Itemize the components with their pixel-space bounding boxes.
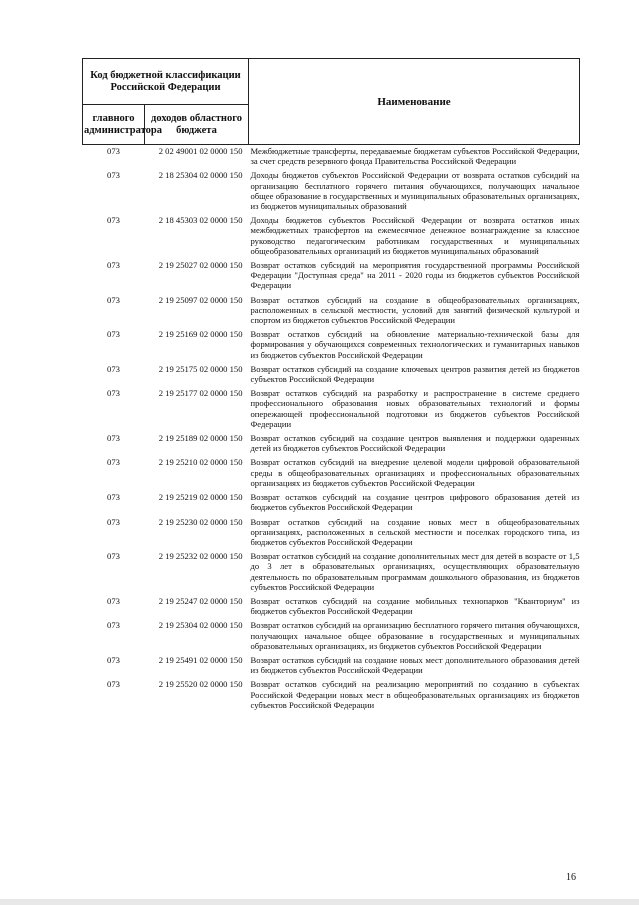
table-row xyxy=(83,214,580,259)
row-name: Доходы бюджетов субъектов Российской Федерации от возврата остатков иных межбюджетных трансфертов на ежемесячное денежное вознаграждение за классное руководство педагогическим работникам государственных и муниципальных общеобразовательных организаций из бюджетов муниципальных образований xyxy=(250,215,580,256)
header-admin: главного администратора xyxy=(83,105,145,145)
admin-code: 073 xyxy=(107,516,120,527)
table-row xyxy=(83,169,580,214)
row-name: Возврат остатков субсидий на обновление материально-технической базы для формирования у обучающихся современных технологических и гуманитарных навыков из бюджетов субъектов Российской Федерации xyxy=(250,329,580,360)
table-row xyxy=(83,328,580,363)
header-group: Код бюджетной классификации Российской Федерации xyxy=(83,59,249,105)
admin-code: 073 xyxy=(107,146,120,156)
budget-code: 2 19 25491 02 0000 150 xyxy=(158,654,243,665)
row-name: Межбюджетные трансферты, передаваемые бюджетам субъектов Российской Федерации, за счет средств резервного фонда Правительства Российской Федерации xyxy=(250,146,580,167)
admin-code: 073 xyxy=(107,170,120,181)
admin-code: 073 xyxy=(107,492,120,503)
table-body xyxy=(83,145,580,713)
budget-code: 2 19 25169 02 0000 150 xyxy=(158,329,243,340)
admin-code: 073 xyxy=(107,679,120,690)
budget-code: 2 19 25097 02 0000 150 xyxy=(158,294,243,305)
admin-code: 073 xyxy=(107,457,120,468)
row-name: Возврат остатков субсидий на создание ключевых центров развития детей из бюджетов субъектов Российской Федерации xyxy=(250,363,580,385)
budget-code: 2 19 25230 02 0000 150 xyxy=(158,516,243,527)
budget-code: 2 19 25247 02 0000 150 xyxy=(158,595,243,606)
budget-code: 2 02 49001 02 0000 150 xyxy=(158,146,243,156)
budget-code: 2 19 25520 02 0000 150 xyxy=(158,679,243,690)
row-name: Возврат остатков субсидий на создание в общеобразовательных организациях, расположенных в сельской местности, условий для занятий физической культурой и спортом из бюджетов субъектов Российской Федерации xyxy=(250,294,580,326)
row-name: Возврат остатков субсидий на реализацию мероприятий по созданию в субъектах Российской Федерации новых мест в общеобразовательных организациях из бюджетов субъектов Российской Федерации xyxy=(250,679,580,710)
admin-code: 073 xyxy=(107,595,120,606)
table-row xyxy=(83,516,580,551)
table-row xyxy=(83,654,580,678)
row-name: Возврат остатков субсидий на мероприятия государственной программы Российской Федерации "Доступная среда" на 2011 - 2020 годы из бюджетов субъектов Российской Федерации xyxy=(250,260,580,291)
budget-code: 2 19 25189 02 0000 150 xyxy=(158,433,243,444)
admin-code: 073 xyxy=(107,551,120,562)
table-row xyxy=(83,145,580,170)
admin-code: 073 xyxy=(107,260,120,271)
admin-code: 073 xyxy=(107,215,120,226)
budget-code: 2 19 25027 02 0000 150 xyxy=(158,260,243,271)
row-name: Возврат остатков субсидий на создание дополнительных мест для детей в возрасте от 1,5 до 3 лет в образовательных организациях, осуществляющих образовательную деятельность по образовательным программам дошкольного образования, из бюджетов субъектов Российской Федерации xyxy=(250,551,580,592)
admin-code: 073 xyxy=(107,654,120,665)
table-row xyxy=(83,387,580,432)
row-name: Возврат остатков субсидий на создание мобильных технопарков "Кванториум" из бюджетов субъектов Российской Федерации xyxy=(250,595,580,617)
table-row xyxy=(83,595,580,619)
admin-code: 073 xyxy=(107,388,120,399)
admin-code: 073 xyxy=(107,620,120,631)
header-code: доходов областного бюджета xyxy=(145,105,249,145)
table-row xyxy=(83,363,580,387)
row-name: Возврат остатков субсидий на создание новых мест в общеобразовательных организациях, расположенных в сельской местности и поселках городского типа, из бюджетов субъектов Российской Федерации xyxy=(250,516,580,547)
row-name: Возврат остатков субсидий на разработку и распространение в системе среднего профессионального образования новых образовательных технологий и формы опережающей профессиональной подготовки из бюджетов субъектов Российской Федерации xyxy=(250,388,580,429)
budget-code: 2 18 25304 02 0000 150 xyxy=(158,170,243,181)
admin-code: 073 xyxy=(107,329,120,340)
table-row xyxy=(83,456,580,491)
budget-classification-table xyxy=(82,58,580,713)
row-name: Возврат остатков субсидий на создание центров цифрового образования детей из бюджетов субъектов Российской Федерации xyxy=(250,492,580,513)
admin-code: 073 xyxy=(107,363,120,374)
admin-code: 073 xyxy=(107,294,120,305)
table-row xyxy=(83,491,580,515)
table-row xyxy=(83,678,580,713)
table-row xyxy=(83,619,580,654)
table-row xyxy=(83,432,580,456)
budget-code: 2 19 25210 02 0000 150 xyxy=(158,457,243,468)
budget-code: 2 18 45303 02 0000 150 xyxy=(158,215,243,226)
page-number: 16 xyxy=(566,872,576,883)
row-name: Возврат остатков субсидий на организацию бесплатного горячего питания обучающихся, получающих начальное общее образование в государственных и муниципальных образовательных организациях, из бюджетов субъектов Российской Федерации xyxy=(250,620,580,651)
row-name: Возврат остатков субсидий на создание новых мест дополнительного образования детей из бюджетов субъектов Российской Федерации xyxy=(250,654,580,676)
budget-code: 2 19 25232 02 0000 150 xyxy=(158,551,243,562)
row-name: Возврат остатков субсидий на внедрение целевой модели цифровой образовательной среды в общеобразовательных организациях и профессиональных образовательных организациях из бюджетов субъектов Российской Федерации xyxy=(250,457,580,488)
admin-code: 073 xyxy=(107,433,120,444)
row-name: Возврат остатков субсидий на создание центров выявления и поддержки одаренных детей из бюджетов субъектов Российской Федерации xyxy=(250,433,580,454)
header-name: Наименование xyxy=(249,59,580,145)
scan-edge xyxy=(0,899,639,905)
budget-code: 2 19 25304 02 0000 150 xyxy=(158,620,243,631)
budget-code: 2 19 25177 02 0000 150 xyxy=(158,388,243,399)
table-row xyxy=(83,550,580,595)
table-row xyxy=(83,259,580,294)
budget-code: 2 19 25219 02 0000 150 xyxy=(158,492,243,503)
budget-code: 2 19 25175 02 0000 150 xyxy=(158,363,243,374)
table-row xyxy=(83,294,580,329)
row-name: Доходы бюджетов субъектов Российской Федерации от возврата остатков субсидий на организацию бесплатного горячего питания обучающихся, получающих начальное общее образование в государственных и муниципальных образовательных организациях, из бюджетов муниципальных образований xyxy=(250,170,580,212)
